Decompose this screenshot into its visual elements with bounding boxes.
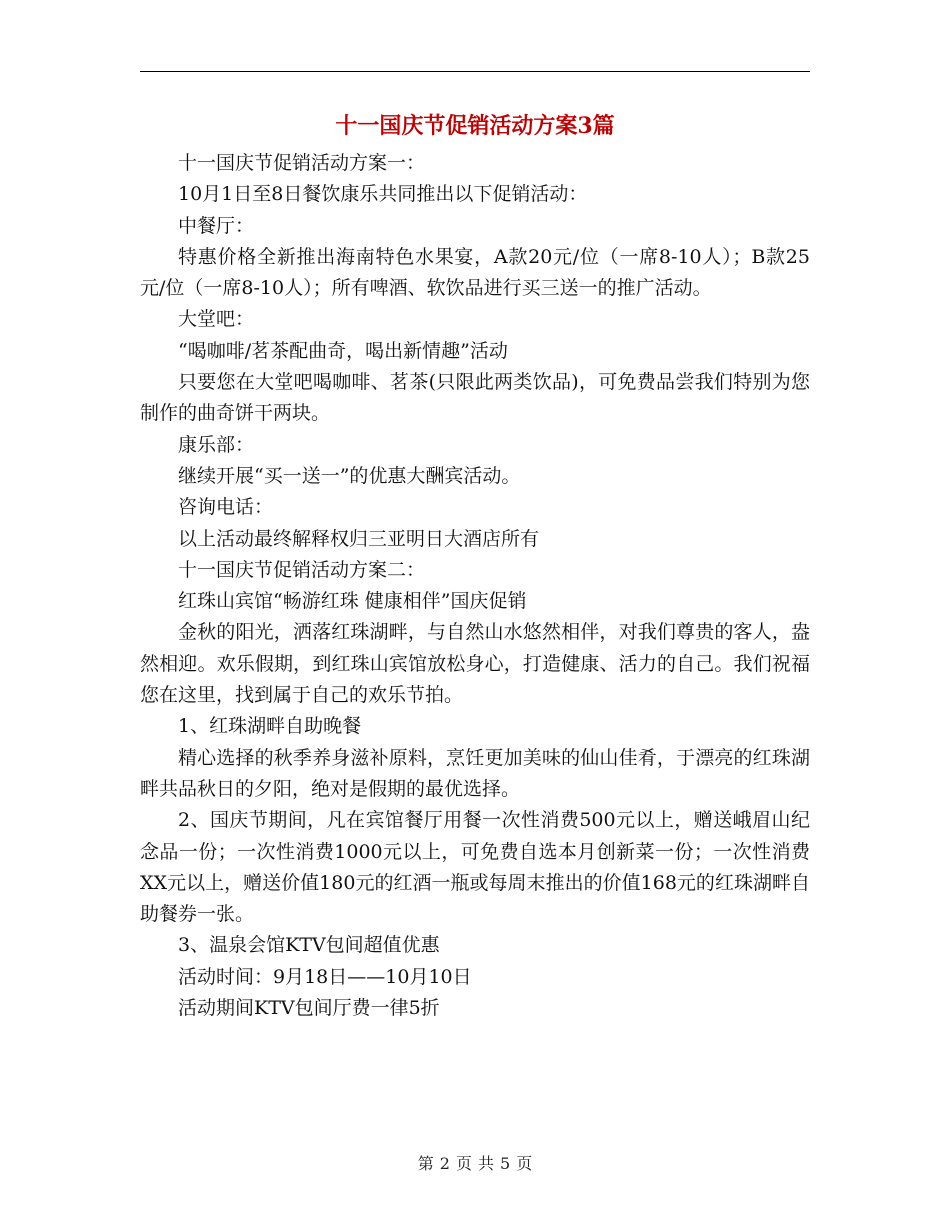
paragraph: “喝咖啡/茗茶配曲奇，喝出新情趣”活动 [178,339,508,362]
paragraph: 1、红珠湖畔自助晚餐 [178,715,362,738]
paragraph: 只要您在大堂吧喝咖啡、茗茶(只限此两类饮品)，可免费品尝我们特别为您制作的曲奇饼干两块。 [140,371,810,425]
page-label-mid: 页 [455,1154,472,1173]
document-body [140,148,810,1024]
document-title: 十一国庆节促销活动方案3篇 [335,113,615,139]
paragraph: 红珠山宾馆“畅游红珠 健康相伴”国庆促销 [178,590,527,613]
paragraph: 特惠价格全新推出海南特色水果宴，A款20元/位（一席8-10人）；B款25元/位（一席8-10人）；所有啤酒、软饮品进行买三送一的推广活动。 [140,245,810,300]
paragraph: 大堂吧： [178,308,255,331]
current-page-number: 2 [439,1154,450,1173]
page-label-prefix: 第 [417,1154,434,1173]
paragraph: 中餐厅： [178,214,255,237]
paragraph: 十一国庆节促销活动方案二： [178,558,426,581]
paragraph: 精心选择的秋季养身滋补原料，烹饪更加美味的仙山佳肴，于漂亮的红珠湖畔共品秋日的夕阳，绝对是假期的最优选择。 [140,746,810,800]
paragraph: 金秋的阳光，洒落红珠湖畔，与自然山水悠然相伴，对我们尊贵的客人，盎然相迎。欢乐假期，到红珠山宾馆放松身心，打造健康、活力的自己。我们祝福您在这里，找到属于自己的欢乐节拍。 [140,621,810,707]
paragraph: 康乐部： [178,433,255,456]
paragraph: 活动期间KTV包间厅费一律5折 [178,997,440,1020]
total-label: 共 [478,1154,495,1173]
paragraph: 咨询电话： [178,496,274,519]
paragraph: 10月1日至8日餐饮康乐共同推出以下促销活动： [178,183,588,206]
total-pages-number: 5 [500,1154,511,1173]
paragraph: 以上活动最终解释权归三亚明日大酒店所有 [178,527,540,550]
header-rule [140,71,810,72]
paragraph: 2、国庆节期间，凡在宾馆餐厅用餐一次性消费500元以上，赠送峨眉山纪念品一份；一次性消费1000元以上，可免费自选本月创新菜一份；一次性消费XX元以上，赠送价值180元的红酒一瓶或每周末推出的价值168元的红珠湖畔自助餐券一张。 [140,809,810,926]
page-footer [0,1152,950,1176]
paragraph: 十一国庆节促销活动方案一： [178,152,426,174]
page-label-suffix: 页 [516,1154,533,1173]
paragraph: 3、温泉会馆KTV包间超值优惠 [178,934,440,957]
paragraph: 活动时间：9月18日——10月10日 [178,965,472,988]
paragraph: 继续开展“买一送一”的优惠大酬宾活动。 [178,464,521,487]
